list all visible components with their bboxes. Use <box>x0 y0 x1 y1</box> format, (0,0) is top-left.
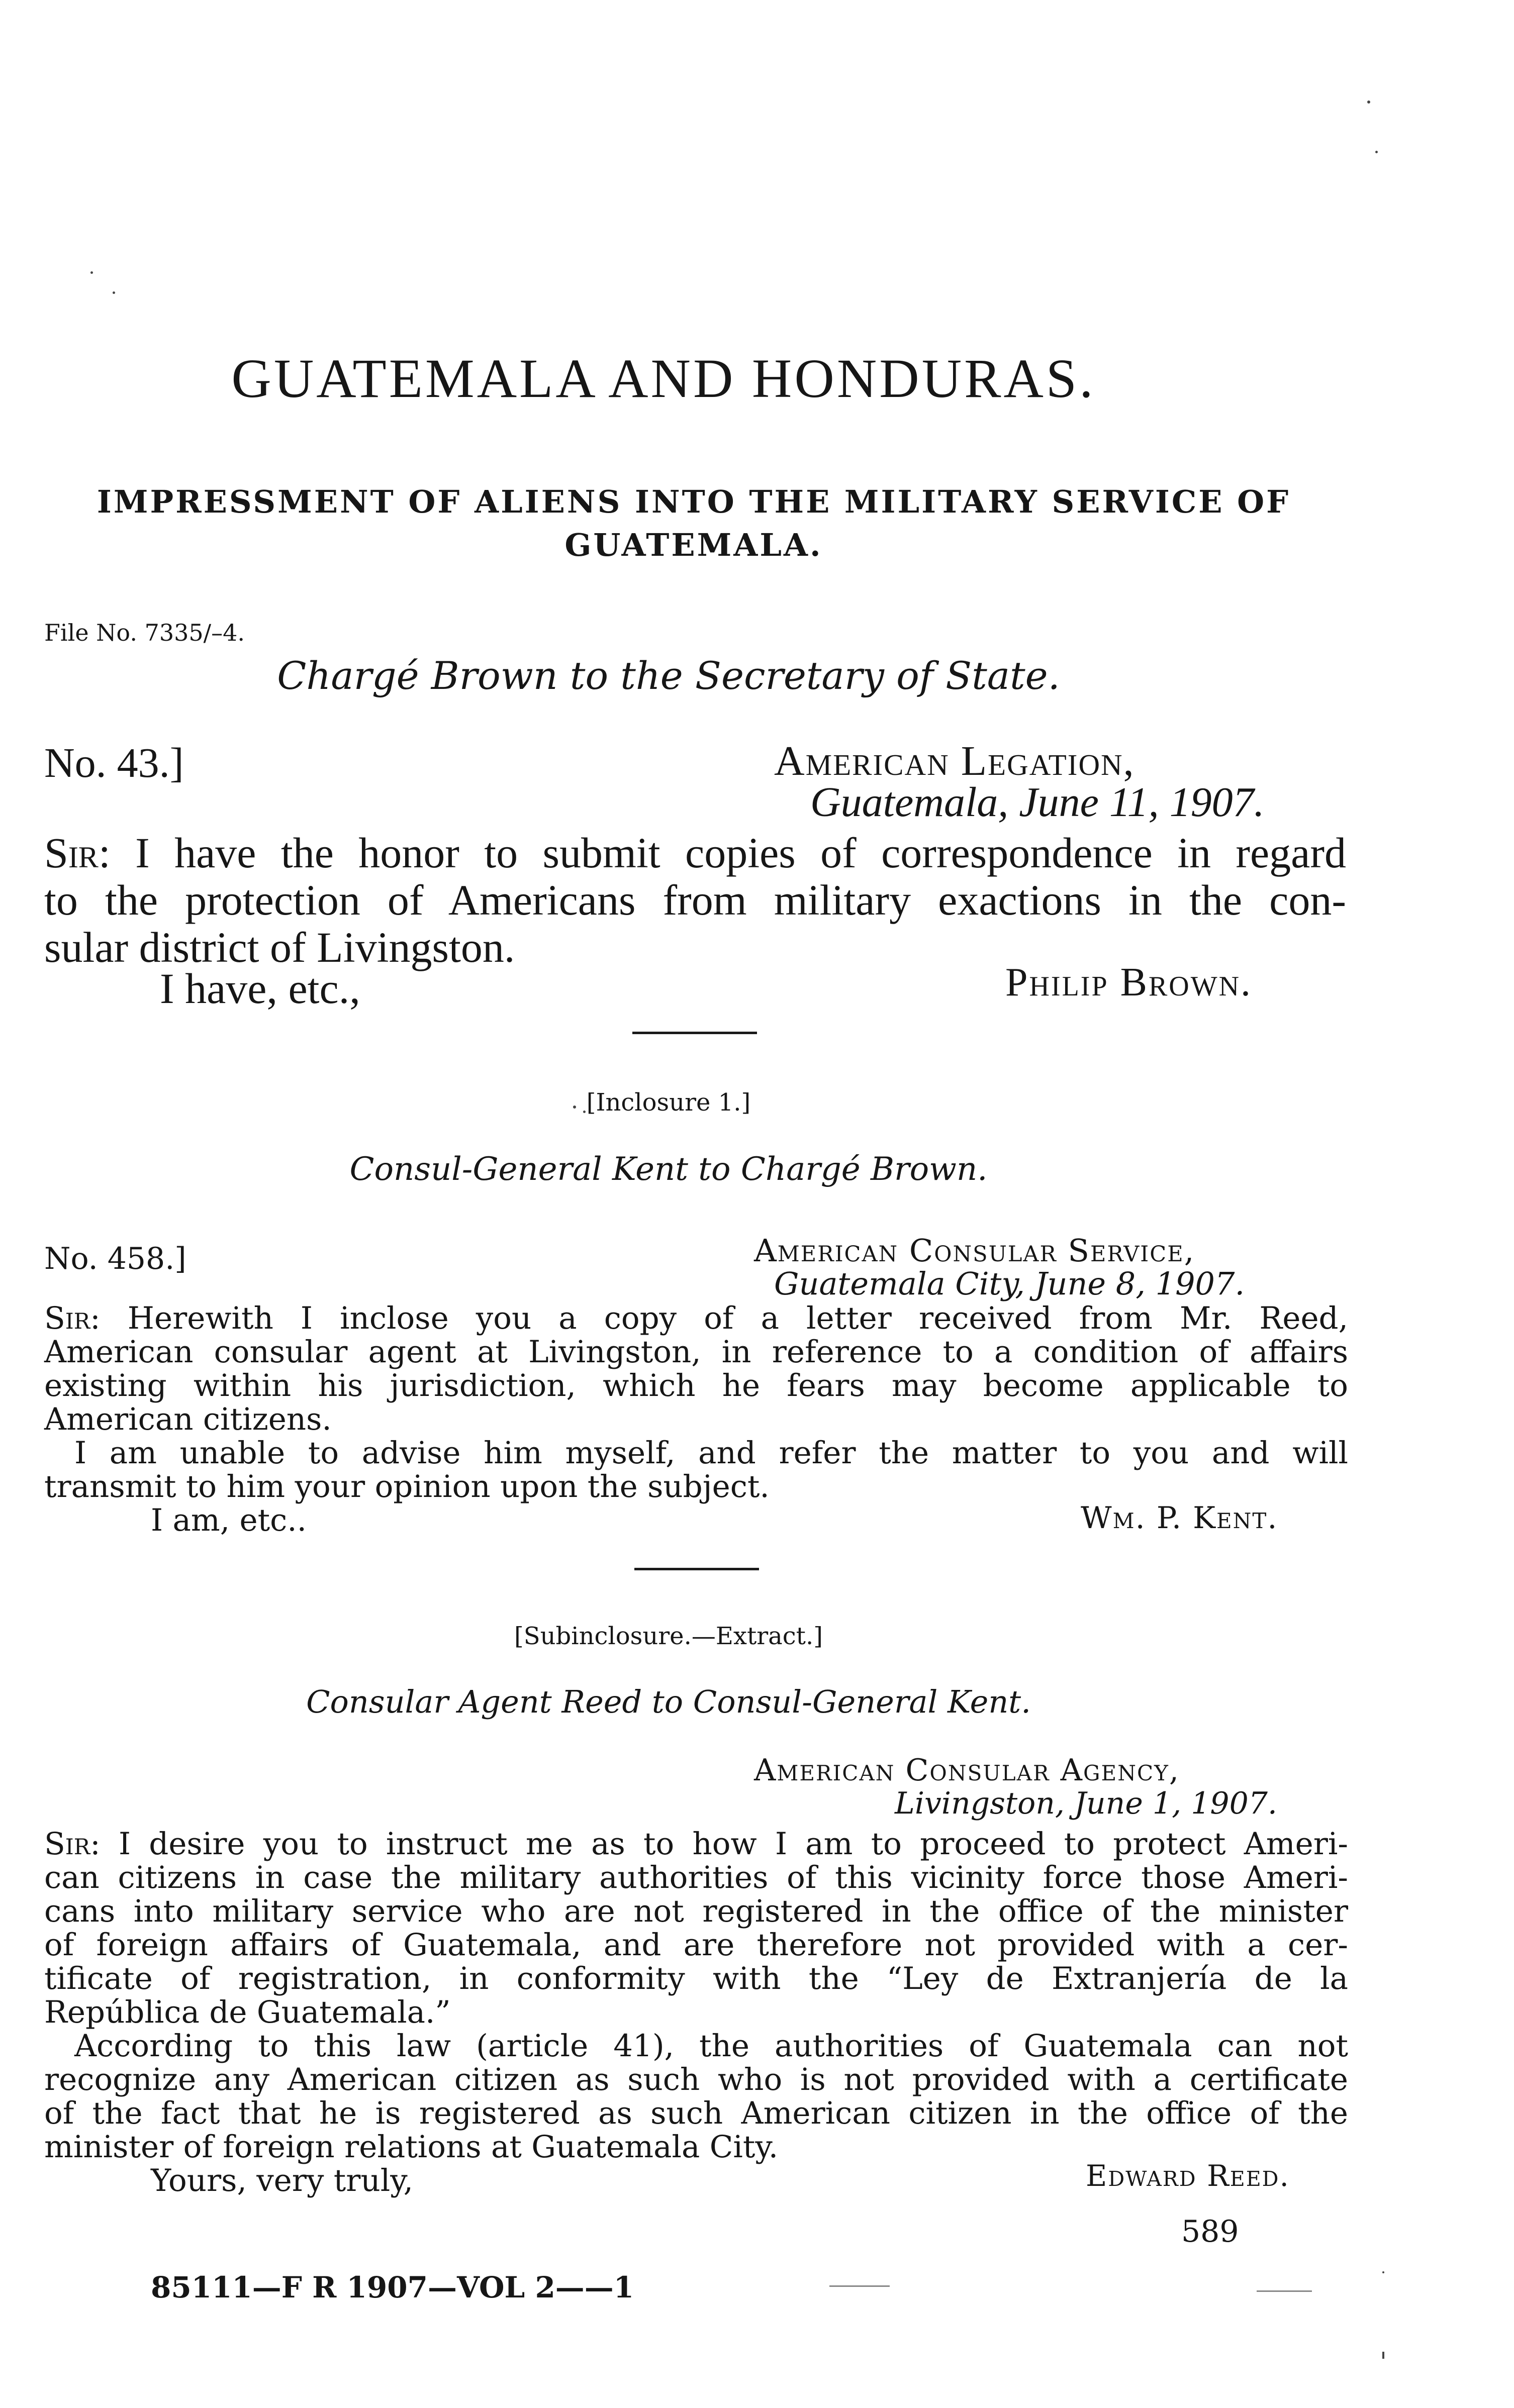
inclosure-body-line: American consular agent at Livingston, in reference to a condition of affairs <box>44 1334 1348 1370</box>
page-number: 589 <box>1181 2214 1239 2249</box>
inclosure-closing: I am, etc.. <box>151 1502 307 1538</box>
letter-place: American Legation, <box>774 738 1135 784</box>
section-heading-line-1: IMPRESSMENT OF ALIENS INTO THE MILITARY SERVICE OF <box>97 483 1291 520</box>
subinclosure-body-line: Sir: I desire you to instruct me as to how I am to proceed to protect Ameri- <box>44 1826 1348 1862</box>
letter-number: No. 43.] <box>44 740 184 786</box>
subinclosure-body-line: cans into military service who are not registered in the office of the minister <box>44 1893 1348 1929</box>
printer-footer: 85111—F R 1907—VOL 2——1 <box>151 2270 634 2304</box>
inclosure-signature: Wm. P. Kent. <box>1081 1500 1278 1536</box>
section-divider <box>634 1568 759 1570</box>
subinclosure-label: [Subinclosure.—Extract.] <box>514 1622 823 1650</box>
letter-date: Guatemala, June 11, 1907. <box>810 779 1265 826</box>
letter-body-line: to the protection of Americans from military exactions in the con- <box>44 876 1346 924</box>
inclosure-body-line: American citizens. <box>44 1401 332 1437</box>
scan-speck <box>90 271 93 274</box>
letter-subject: Chargé Brown to the Secretary of State. <box>277 653 1060 698</box>
scan-speck <box>1382 2352 1384 2359</box>
subinclosure-body-line: tificate of registration, in conformity with the “Ley de Extranjería de la <box>44 1961 1348 1996</box>
subinclosure-date: Livingston, June 1, 1907. <box>895 1786 1277 1821</box>
page-title: GUATEMALA AND HONDURAS. <box>231 348 1096 409</box>
subinclosure-body-line: minister of foreign relations at Guatemala City. <box>44 2129 779 2165</box>
inclosure-body-line: I am unable to advise him myself, and refer the matter to you and will <box>74 1435 1348 1471</box>
scan-speck <box>583 1111 586 1113</box>
letter-body-line: Sir: I have the honor to submit copies of correspondence in regard <box>44 829 1346 877</box>
inclosure-body-line: existing within his jurisdiction, which he fears may become applicable to <box>44 1368 1348 1403</box>
subinclosure-signature: Edward Reed. <box>1086 2159 1290 2193</box>
inclosure-subject: Consul-General Kent to Chargé Brown. <box>349 1151 988 1188</box>
inclosure-body-line: Sir: Herewith I inclose you a copy of a letter received from Mr. Reed, <box>44 1300 1348 1336</box>
scan-speck <box>573 1106 576 1109</box>
letter-closing: I have, etc., <box>160 964 360 1013</box>
subinclosure-body-line: República de Guatemala.” <box>44 1994 451 2030</box>
subinclosure-body-line: of foreign affairs of Guatemala, and are therefore not provided with a cer- <box>44 1927 1348 1963</box>
salutation: Sir <box>44 829 99 877</box>
scan-speck <box>1367 101 1370 104</box>
subinclosure-body-line: recognize any American citizen as such who is not provided with a certificate <box>44 2062 1348 2097</box>
scan-speck <box>113 291 115 294</box>
scan-speck <box>1257 2290 1312 2292</box>
subinclosure-body-line: can citizens in case the military authorities of this vicinity force those Ameri- <box>44 1860 1348 1895</box>
section-heading-line-2: GUATEMALA. <box>564 527 823 563</box>
subinclosure-subject: Consular Agent Reed to Consul-General Kent. <box>306 1683 1031 1720</box>
subinclosure-place: American Consular Agency, <box>754 1753 1180 1788</box>
subinclosure-closing: Yours, very truly, <box>151 2163 414 2198</box>
subinclosure-body-line: of the fact that he is registered as such American citizen in the office of the <box>44 2095 1348 2131</box>
section-divider <box>632 1032 757 1034</box>
file-number: File No. 7335/–4. <box>44 619 245 646</box>
scan-speck <box>829 2285 890 2287</box>
inclosure-number: No. 458.] <box>44 1241 186 1276</box>
scan-speck <box>1382 2271 1384 2273</box>
scan-speck <box>1375 151 1378 153</box>
letter-signature: Philip Brown. <box>1005 960 1253 1005</box>
inclosure-label: [Inclosure 1.] <box>586 1088 751 1117</box>
inclosure-date: Guatemala City, June 8, 1907. <box>774 1265 1245 1302</box>
subinclosure-body-line: According to this law (article 41), the authorities of Guatemala can not <box>74 2028 1348 2064</box>
inclosure-body-line: transmit to him your opinion upon the subject. <box>44 1469 770 1504</box>
inclosure-place: American Consular Service, <box>754 1232 1195 1269</box>
letter-body-line: sular district of Livingston. <box>44 923 515 971</box>
